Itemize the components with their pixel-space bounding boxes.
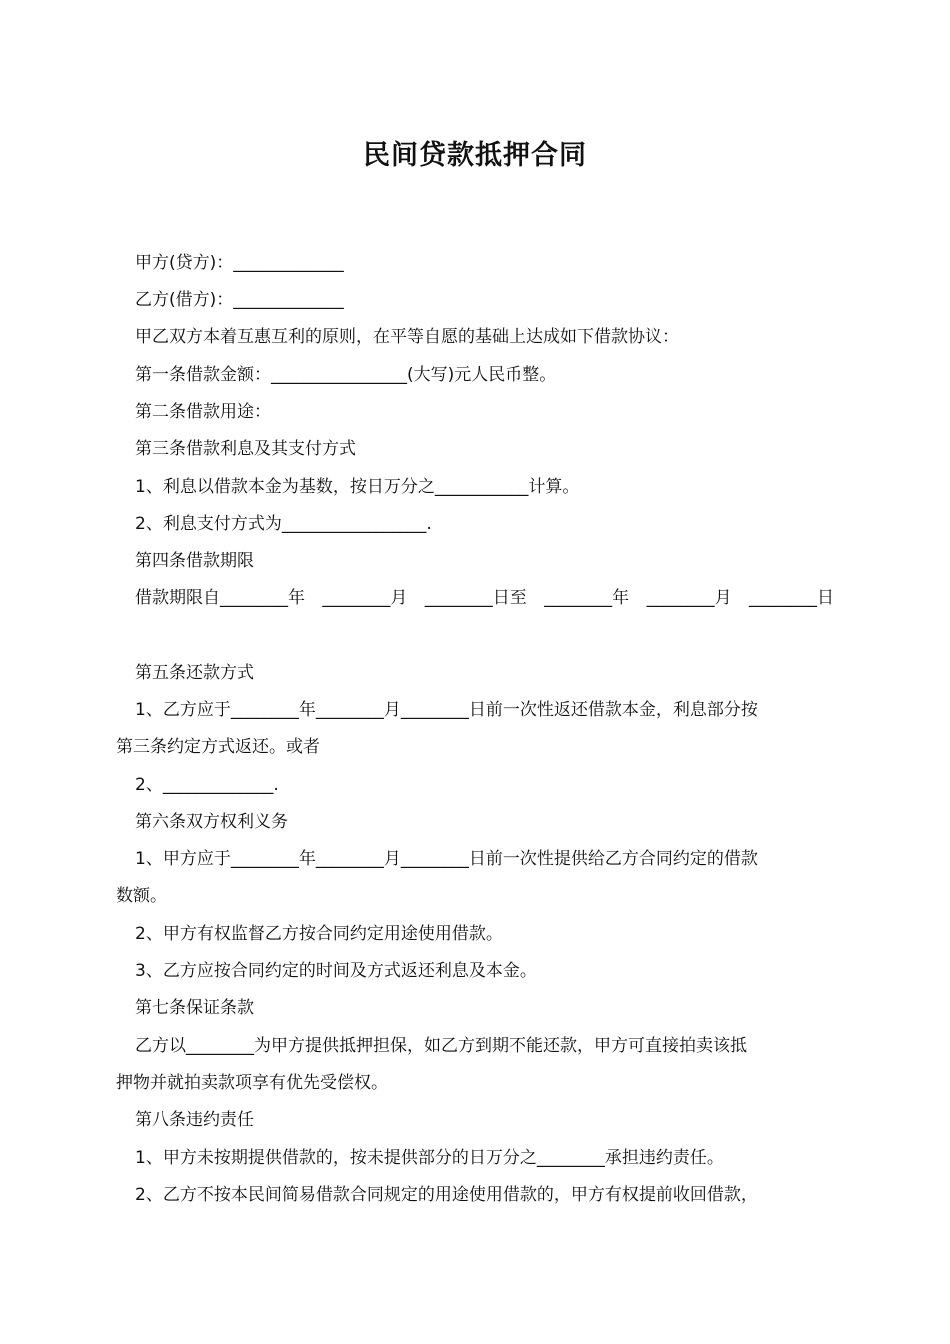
article-6-item-3: 3、乙方应按合同约定的时间及方式返还利息及本金。 (135, 961, 537, 981)
article-5-item-1-line-2: 第三条约定方式返还。或者 (116, 737, 320, 757)
article-3-heading: 第三条借款利息及其支付方式 (135, 439, 356, 459)
article-1-amount: 第一条借款金额：________________(大写)元人民币整。 (135, 365, 557, 385)
article-6-item-1-line-1: 1、甲方应于________年________月________日前一次性提供给乙方合同约定的借款 (135, 849, 758, 869)
article-8-item-1: 1、甲方未按期提供借款的，按未提供部分的日万分之________承担违约责任。 (135, 1148, 724, 1168)
article-8-item-2: 2、乙方不按本民间简易借款合同规定的用途使用借款的，甲方有权提前收回借款， (135, 1185, 758, 1205)
term-part: ________月 (646, 588, 732, 608)
term-part: ________日至 (424, 588, 527, 608)
document-title: 民间贷款抵押合同 (363, 140, 587, 171)
article-8-heading: 第八条违约责任 (135, 1110, 254, 1130)
intro-paragraph: 甲乙双方本着互惠互利的原则，在平等自愿的基础上达成如下借款协议： (135, 327, 679, 347)
article-6-item-2: 2、甲方有权监督乙方按合同约定用途使用借款。 (135, 924, 503, 944)
article-6-heading: 第六条双方权利义务 (135, 812, 288, 832)
lender-line: 甲方(贷方)：_____________ (135, 253, 344, 273)
term-part: ________年 (544, 588, 630, 608)
article-7-heading: 第七条保证条款 (135, 998, 254, 1018)
article-4-heading: 第四条借款期限 (135, 551, 254, 571)
article-7-line-2: 押物并就拍卖款项享有优先受偿权。 (116, 1073, 388, 1093)
article-4-term-line (135, 586, 834, 610)
article-6-item-1-line-2: 数额。 (116, 886, 167, 906)
article-3-item-1: 1、利息以借款本金为基数，按日万分之___________计算。 (135, 477, 580, 497)
article-7-line-1: 乙方以________为甲方提供抵押担保，如乙方到期不能还款，甲方可直接拍卖该抵 (135, 1036, 747, 1056)
term-part: ________日 (748, 588, 834, 608)
article-5-heading: 第五条还款方式 (135, 663, 254, 683)
term-part: ________月 (322, 588, 408, 608)
article-5-item-2: 2、_____________. (135, 775, 279, 795)
article-5-item-1-line-1: 1、乙方应于________年________月________日前一次性返还借款本金，利息部分按 (135, 700, 758, 720)
article-3-item-2: 2、利息支付方式为_________________. (135, 514, 432, 534)
article-2-purpose: 第二条借款用途： (135, 402, 271, 422)
borrower-line: 乙方(借方)：_____________ (135, 290, 344, 310)
term-part: 借款期限自________年 (135, 588, 305, 608)
